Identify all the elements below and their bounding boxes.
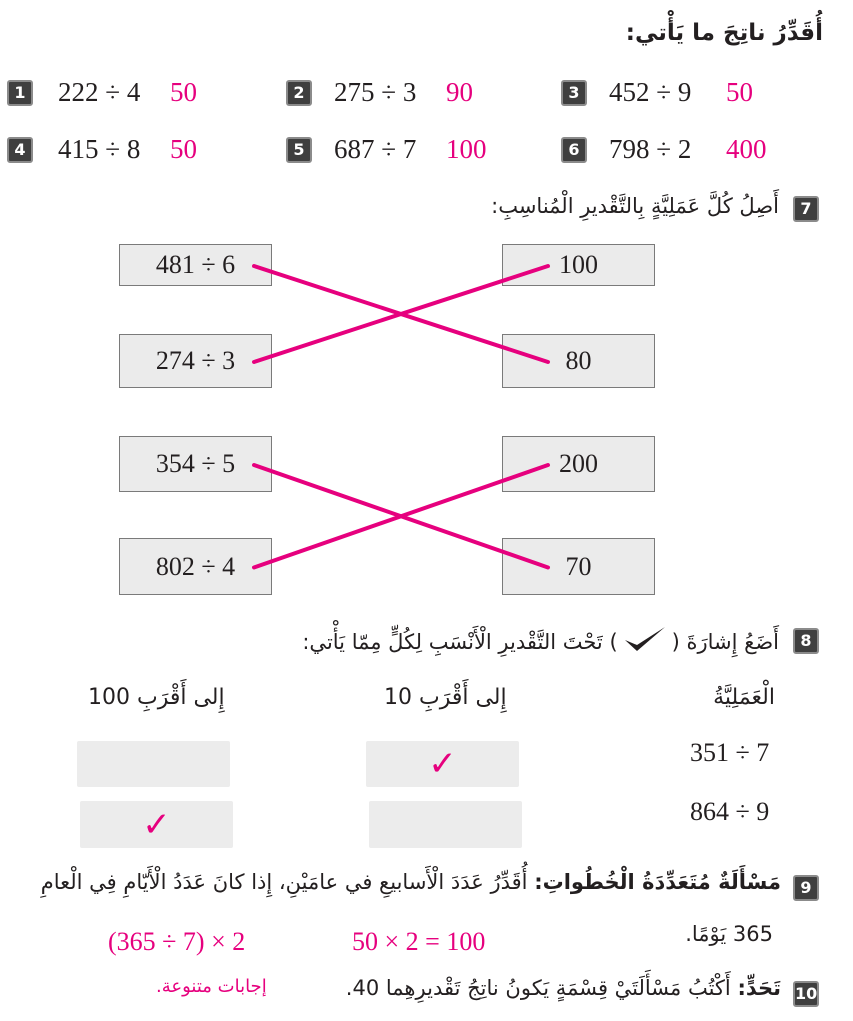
exercise-number-badge: 2 bbox=[286, 80, 312, 106]
question-number-badge: 7 bbox=[793, 196, 819, 222]
exercise-number-badge: 1 bbox=[7, 80, 33, 106]
question-number-badge: 9 bbox=[793, 875, 819, 901]
question-10-answer: إجابات متنوعة. bbox=[156, 976, 267, 997]
question-8-text-end: ) تَحْتَ التَّقْديرِ الْأَنْسَبِ لِكُلٍّ مِمّا يَأْتي: bbox=[302, 629, 618, 654]
exercise-number-badge: 6 bbox=[561, 137, 587, 163]
answer-cell-nearest-100[interactable] bbox=[77, 741, 230, 787]
column-header-nearest-100: إِلى أَقْرَبِ 100 bbox=[88, 685, 225, 710]
check-mark-icon: ✓ bbox=[428, 744, 457, 784]
question-number-badge: 8 bbox=[793, 628, 819, 654]
question-9-body: أُقَدِّرُ عَدَدَ الْأَسابيعِ في عامَيْنِ، إِذا كانَ عَدَدُ الْأَيّامِ فِي الْعامِ bbox=[40, 870, 528, 894]
question-9-answer-expression: (365 ÷ 7) × 2 bbox=[108, 927, 246, 956]
question-9-title: مَسْأَلَةٌ مُتَعَدِّدَةُ الْخُطُواتِ: bbox=[534, 870, 781, 894]
check-mark-icon bbox=[622, 624, 668, 659]
matching-estimate-box[interactable]: 200 bbox=[502, 436, 655, 492]
division-expression: 275 ÷ 3 bbox=[334, 77, 417, 107]
column-header-operation: الْعَمَلِيَّةُ bbox=[713, 685, 775, 710]
answer-cell-nearest-10[interactable] bbox=[366, 741, 519, 787]
exercise-number-badge: 4 bbox=[7, 137, 33, 163]
question-10-body: أَكْتُبُ مَسْأَلَتَيْ قِسْمَةٍ يَكونُ ناتِجُ تَقْديرِهِما 40. bbox=[345, 976, 731, 1000]
division-expression: 415 ÷ 8 bbox=[58, 134, 141, 164]
estimate-answer: 50 bbox=[726, 77, 753, 107]
operation-label: 351 ÷ 7 bbox=[690, 738, 770, 767]
division-expression: 222 ÷ 4 bbox=[58, 77, 141, 107]
question-9-answer-result: 50 × 2 = 100 bbox=[352, 927, 486, 956]
matching-operation-box[interactable]: 354 ÷ 5 bbox=[119, 436, 272, 492]
question-9-text bbox=[41, 870, 781, 894]
question-number-badge: 10 bbox=[793, 981, 819, 1007]
matching-estimate-box[interactable]: 80 bbox=[502, 334, 655, 388]
operation-label: 864 ÷ 9 bbox=[690, 797, 770, 826]
exercise-number-badge: 3 bbox=[561, 80, 587, 106]
question-10-text bbox=[346, 976, 781, 1000]
section-heading: أُقَدِّرُ ناتِجَ ما يَأْتي: bbox=[625, 20, 823, 46]
matching-operation-box[interactable]: 274 ÷ 3 bbox=[119, 334, 272, 388]
question-7-text: أَصِلُ كُلَّ عَمَلِيَّةٍ بِالتَّقْديرِ الْمُناسِبِ: bbox=[491, 194, 779, 218]
estimate-answer: 90 bbox=[446, 77, 473, 107]
division-expression: 687 ÷ 7 bbox=[334, 134, 417, 164]
answer-cell-nearest-10[interactable] bbox=[369, 801, 522, 848]
question-8-text-start: أَضَعُ إِشارَةَ ( bbox=[671, 629, 779, 654]
division-expression: 452 ÷ 9 bbox=[609, 77, 692, 107]
estimate-answer: 100 bbox=[446, 134, 487, 164]
matching-operation-box[interactable]: 481 ÷ 6 bbox=[119, 244, 272, 286]
column-header-nearest-10: إِلى أَقْرَبِ 10 bbox=[384, 685, 507, 710]
estimate-answer: 400 bbox=[726, 134, 767, 164]
question-10-title: تَحَدٍّ: bbox=[737, 976, 781, 1000]
matching-estimate-box[interactable]: 100 bbox=[502, 244, 655, 286]
matching-operation-box[interactable]: 802 ÷ 4 bbox=[119, 538, 272, 595]
answer-cell-nearest-100[interactable] bbox=[80, 801, 233, 848]
question-9-body-line2: 365 يَوْمًا. bbox=[685, 922, 773, 946]
question-8-text bbox=[302, 624, 779, 659]
check-mark-icon: ✓ bbox=[142, 804, 171, 845]
exercise-number-badge: 5 bbox=[286, 137, 312, 163]
estimate-answer: 50 bbox=[170, 134, 197, 164]
matching-estimate-box[interactable]: 70 bbox=[502, 538, 655, 595]
estimate-answer: 50 bbox=[170, 77, 197, 107]
division-expression: 798 ÷ 2 bbox=[609, 134, 692, 164]
